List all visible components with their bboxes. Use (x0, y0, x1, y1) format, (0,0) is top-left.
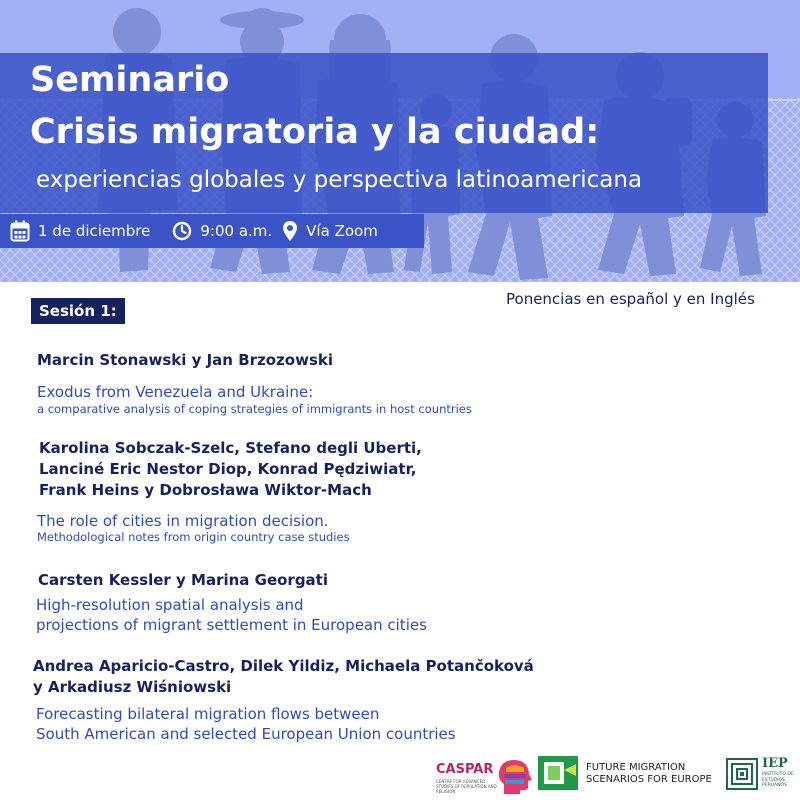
title-line: Forecasting bilateral migration flows between (36, 705, 380, 723)
clock-icon (172, 221, 192, 241)
title-line: projections of migrant settlement in European cities (36, 616, 427, 634)
talk-1-subtitle (37, 402, 472, 416)
event-platform (282, 220, 378, 242)
header-banner (0, 0, 800, 282)
partner-logos (430, 750, 800, 800)
talk-2-speakers (39, 438, 422, 501)
talk-4-title (36, 704, 456, 744)
fume-logo (538, 754, 718, 796)
date-text: 1 de diciembre (38, 222, 151, 240)
talk-4-speakers (33, 656, 534, 698)
event-info-bar (0, 214, 424, 248)
speaker-line: Karolina Sobczak-Szelc, Stefano degli Uberti, (39, 439, 422, 457)
speaker-line: Andrea Aparicio-Castro, Dilek Yildiz, Michaela Potančoková (33, 657, 534, 675)
iep-logo (726, 754, 798, 796)
iep-emblem-icon (726, 758, 758, 790)
speaker-line: Marcin Stonawski y Jan Brzozowski (37, 351, 333, 369)
title-line: South American and selected European Union countries (36, 725, 456, 743)
location-pin-icon (282, 220, 298, 242)
fume-emblem-icon (538, 756, 578, 790)
caspar-head-icon (496, 758, 532, 796)
time-text: 9:00 a.m. (200, 222, 273, 240)
title-line: The role of cities in migration decision. (37, 512, 329, 530)
calendar-icon (10, 220, 30, 242)
talk-3-title (36, 595, 427, 635)
platform-text: Vía Zoom (306, 222, 378, 240)
subtitle-line: a comparative analysis of coping strategies of immigrants in host countries (37, 402, 472, 416)
caspar-logo (436, 758, 536, 798)
speaker-line: y Arkadiusz Wiśniowski (33, 678, 232, 696)
iep-subtitle (762, 772, 794, 789)
iep-line-1: INSTITUTO DE (762, 772, 794, 777)
iep-line-2: ESTUDIOS (762, 777, 785, 783)
subtitle-line: Methodological notes from origin country case studies (37, 530, 350, 544)
talk-1-title (37, 382, 313, 402)
fume-line-2: SCENARIOS FOR EUROPE (586, 774, 712, 785)
caspar-name: CASPAR (436, 762, 494, 777)
session-badge: Sesión 1: (31, 298, 125, 324)
caspar-tagline: CENTRE FOR ADVANCED STUDIES OF POPULATION AND RELIGION (436, 779, 497, 794)
title-line: Exodus from Venezuela and Ukraine: (37, 383, 314, 401)
talk-2-title (37, 511, 329, 531)
event-time (172, 221, 272, 241)
iep-name: IEP (762, 756, 788, 771)
speaker-line: Frank Heins y Dobrosława Wiktor-Mach (39, 481, 372, 499)
languages-note: Ponencias en español y en Inglés (506, 290, 755, 308)
page-title: Seminario (30, 60, 230, 100)
talk-3-speakers (38, 570, 328, 591)
speaker-line: Carsten Kessler y Marina Georgati (38, 571, 328, 589)
talk-1-speakers (37, 350, 333, 371)
speaker-line: Lanciné Eric Nestor Diop, Konrad Pędziwiatr, (39, 460, 417, 478)
seminar-subtitle: experiencias globales y perspectiva latinoamericana (36, 167, 643, 193)
title-line: High-resolution spatial analysis and (36, 596, 304, 614)
iep-line-3: PERUANOS (762, 783, 787, 788)
fume-line-1: FUTURE MIGRATION (586, 762, 686, 773)
event-date (10, 220, 150, 242)
talk-2-subtitle (37, 530, 350, 544)
seminar-title: Crisis migratoria y la ciudad: (30, 112, 600, 152)
